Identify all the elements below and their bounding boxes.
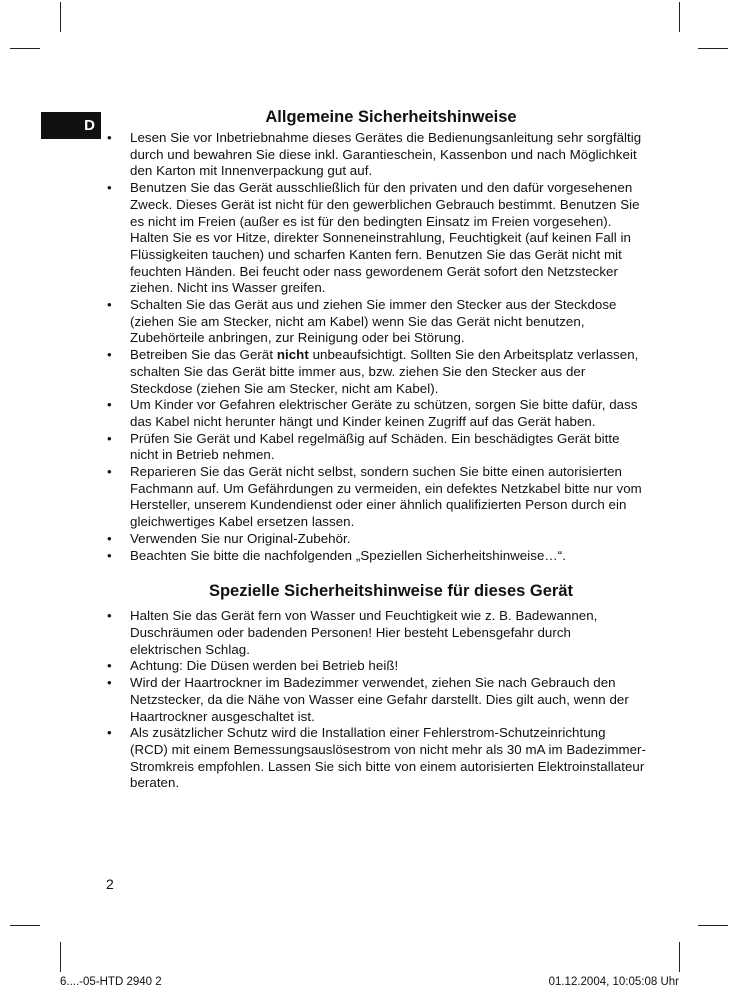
crop-mark xyxy=(698,48,728,49)
list-item: • Beachten Sie bitte die nachfolgenden „Speziellen Sicherheitshinweise…“. xyxy=(107,547,566,563)
page-number: 2 xyxy=(106,876,114,892)
list-item: • Achtung: Die Düsen werden bei Betrieb heiß! xyxy=(107,658,399,674)
list-item: • Lesen Sie vor Inbetriebnahme dieses Gerätes die Bedienungsanleitung sehr sorgfältig durch und bewahren Sie diese inkl. Garantieschein, Kassenbon und nach Möglichkeit den Karton mit Innenverpackung gut auf. xyxy=(107,130,642,179)
crop-mark xyxy=(60,942,61,972)
crop-mark xyxy=(679,2,680,32)
section-title-general: Allgemeine Sicherheitshinweise xyxy=(265,108,517,126)
list-item: • Betreiben Sie das Gerät nicht unbeaufsichtigt. Sollten Sie den Arbeitsplatz verlassen, schalten Sie das Gerät bitte immer aus, bzw. ziehen Sie den Stecker aus der Steckdose (ziehen Sie am Stecker, nicht am Kabel). xyxy=(107,347,639,396)
list-item: • Benutzen Sie das Gerät ausschließlich für den privaten und den dafür vorgesehenen Zweck. Dieses Gerät ist nicht für den gewerblichen Gebrauch bestimmt. Benutzen Sie es nicht im Freien (außer es ist für den bedingten Einsatz im Freien vorgesehen). Halten Sie es vor Hitze, direkter Sonneneinstrahlung, Feuchtigkeit (auf keinen Fall in Flüssigkeiten tauchen) und scharfen Kanten fern. Benutzen Sie das Gerät nicht mit feuchten Händen. Bei feucht oder nass gewordenem Gerät sofort den Netzstecker ziehen. Nicht ins Wasser greifen. xyxy=(107,180,640,296)
list-item: • Als zusätzlicher Schutz wird die Installation einer Fehlerstrom-Schutzeinrichtung (RCD) mit einem Bemessungsauslösestrom von nicht mehr als 30 mA im Badezimmer-Stromkreis empfohlen. Lassen Sie sich bitte von einem autorisierten Elektroinstallateur beraten. xyxy=(107,725,646,791)
crop-mark xyxy=(60,2,61,32)
list-item: • Um Kinder vor Gefahren elektrischer Geräte zu schützen, sorgen Sie bitte dafür, dass das Kabel nicht herunter hängt und Kinder keinen Zugriff auf das Gerät haben. xyxy=(107,397,638,429)
list-item: • Reparieren Sie das Gerät nicht selbst, sondern suchen Sie bitte einen autorisierten Fachmann auf. Um Gefährdungen zu vermeiden, ein defektes Netzkabel bitte nur vom Hersteller, unserem Kundendienst oder einer ähnlich qualifizierten Person durch ein gleichwertiges Kabel ersetzen lassen. xyxy=(107,464,642,530)
list-item: • Prüfen Sie Gerät und Kabel regelmäßig auf Schäden. Ein beschädigtes Gerät bitte nicht in Betrieb nehmen. xyxy=(107,430,620,463)
page-content xyxy=(106,104,646,792)
list-item: • Verwenden Sie nur Original-Zubehör. xyxy=(107,530,351,546)
list-item: • Halten Sie das Gerät fern von Wasser und Feuchtigkeit wie z. B. Badewannen, Duschräumen oder badenden Personen! Hier besteht Lebensgefahr durch elektrischen Schlag. xyxy=(107,608,598,657)
emphasis-nicht: nicht xyxy=(276,347,309,363)
specific-safety-list xyxy=(106,608,646,792)
crop-mark xyxy=(10,925,40,926)
section-title-specific: Spezielle Sicherheitshinweise für dieses Gerät xyxy=(208,582,574,601)
footer-timestamp: 01.12.2004, 10:05:08 Uhr xyxy=(548,976,679,988)
list-item: • Schalten Sie das Gerät aus und ziehen Sie immer den Stecker aus der Steckdose (ziehen Sie am Stecker, nicht am Kabel) wenn Sie das Gerät nicht benutzen, Zubehörteile anbringen, zur Reinigung oder bei Störung. xyxy=(107,297,617,346)
list-item: • Wird der Haartrockner im Badezimmer verwendet, ziehen Sie nach Gebrauch den Netzstecker, da die Nähe von Wasser eine Gefahr darstellt. Dies gilt auch, wenn der Haartrockner ausgeschaltet ist. xyxy=(107,675,629,724)
crop-mark xyxy=(10,48,40,49)
crop-mark xyxy=(679,942,680,972)
language-tab: D xyxy=(41,112,101,139)
crop-mark xyxy=(698,925,728,926)
footer-file-info: 6....-05-HTD 2940 2 xyxy=(60,976,162,988)
general-safety-list xyxy=(106,130,646,564)
